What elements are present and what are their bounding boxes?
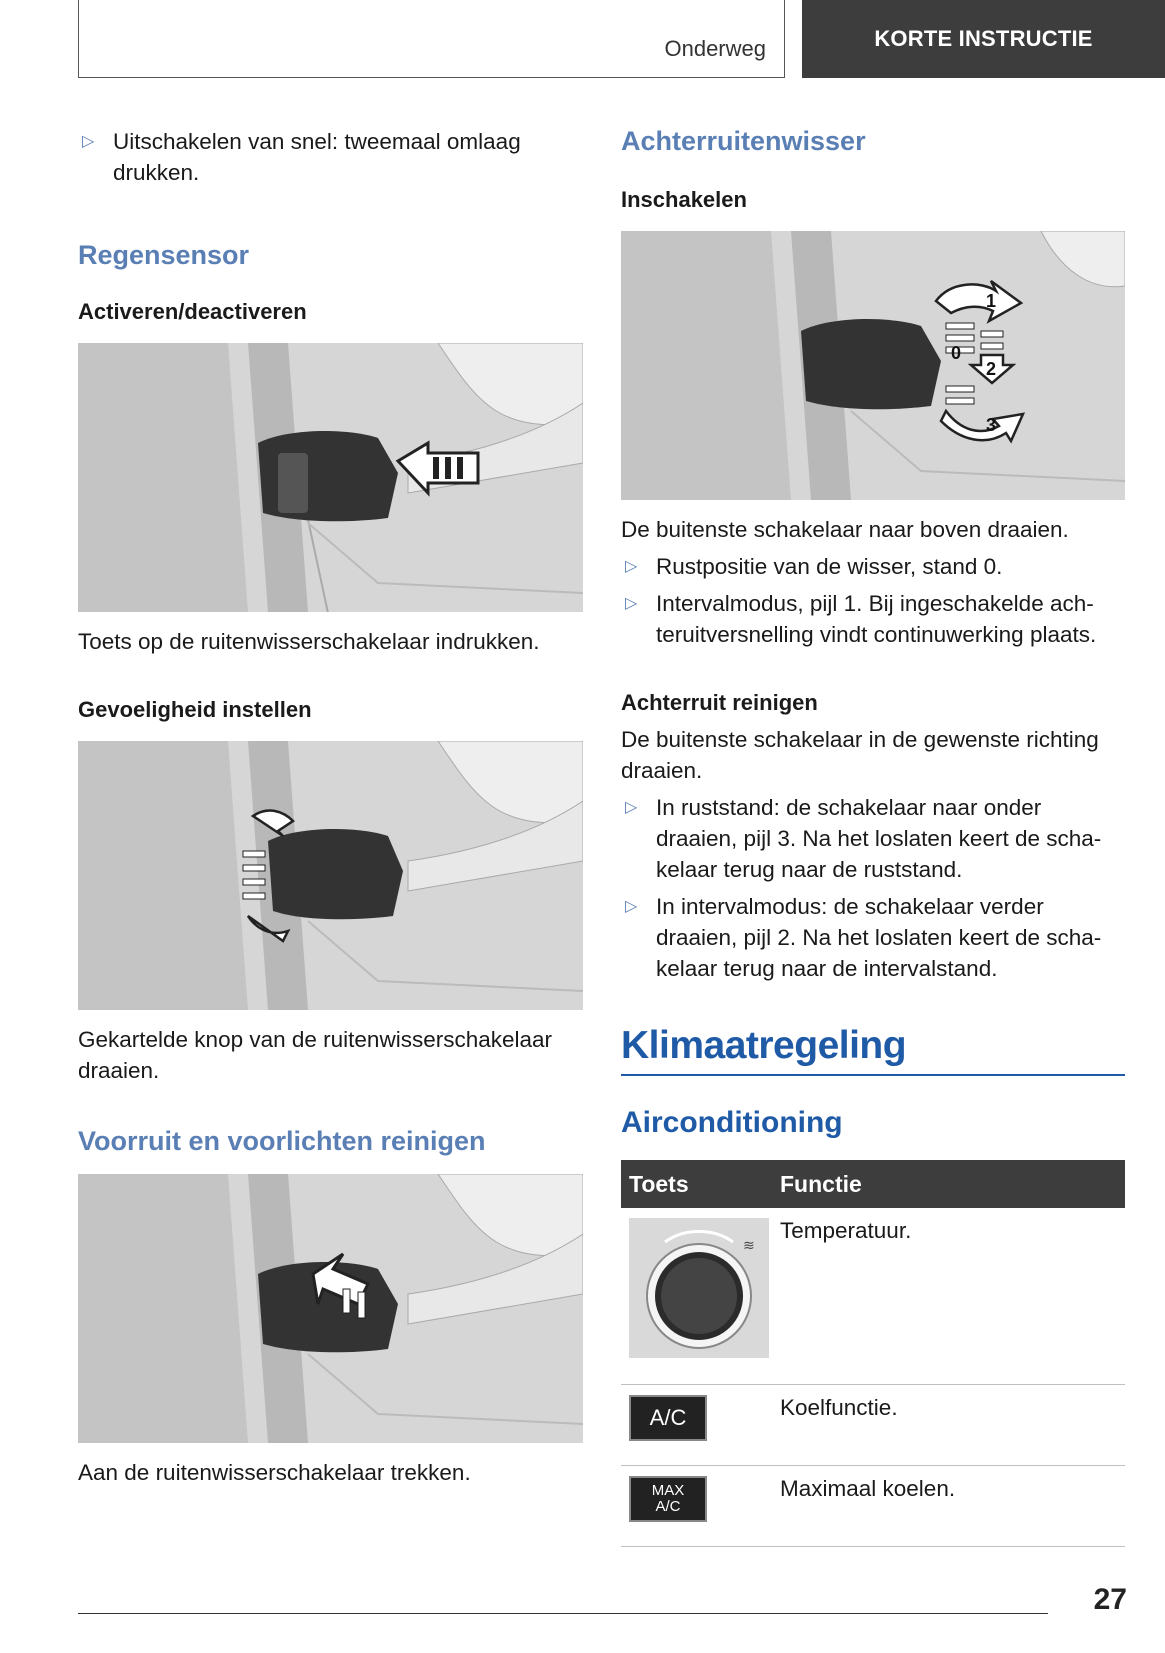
function-text: Koelfunctie. [772,1385,1125,1466]
svg-text:≋: ≋ [743,1237,755,1253]
bullet-triangle-icon: ▷ [625,558,638,575]
function-text: Maximaal koelen. [772,1466,1125,1547]
table-cell [621,1385,772,1466]
section-title: Regensensor [78,240,250,270]
list-item: ▷ Uitschakelen van snel: tweemaal omlaag drukken. [78,126,583,188]
subsection-title: Activeren/deactiveren [78,299,307,324]
subsection-title: Inschakelen [621,187,747,212]
figure-label: 1 [986,291,997,311]
function-text: Temperatuur. [772,1208,1125,1385]
caption: Aan de ruitenwisserschakelaar trekken. [78,1460,471,1485]
right-column [621,126,1125,1547]
list-item: ▷ Rustpositie van de wisser, stand 0. [621,551,1125,582]
page-number: 27 [1093,1583,1127,1616]
left-column [78,126,583,1488]
subsection-title: Achterruit reinigen [621,690,818,715]
chapter-title: Klimaatregeling [621,1024,907,1067]
subsection-title: Gevoeligheid instellen [78,697,312,722]
bullet-triangle-icon: ▷ [82,133,95,150]
section-title: Voorruit en voorlichten reinigen [78,1126,486,1156]
table-row [621,1385,1125,1466]
wiper-button-press-illustration [78,343,583,612]
column-header: Functie [772,1160,1125,1208]
paragraph: De buitenste schakelaar in de gewenste richting draaien. [621,727,1099,783]
figure-label: 2 [986,359,997,379]
controls-table [621,1160,1125,1547]
wiper-knob-rotate-illustration [78,741,583,1010]
rear-wiper-switch-illustration [621,231,1125,500]
section-title: Airconditioning [621,1106,843,1139]
header-box [78,0,785,78]
paragraph: De buitenste schakelaar naar boven draaien. [621,517,1069,542]
bullet-triangle-icon: ▷ [625,595,638,612]
wiper-pull-illustration [78,1174,583,1443]
header-tab: KORTE INSTRUCTIE [802,0,1165,78]
list-item: ▷ In intervalmodus: de schakelaar verder draaien, pijl 2. Na het loslaten keert de schakelaar terug naar de intervalstand. [621,891,1125,984]
caption: Gekartelde knop van de ruitenwisserschakelaar draaien. [78,1027,553,1083]
table-cell [621,1208,772,1385]
column-header: Toets [621,1160,772,1208]
list-item: ▷ In ruststand: de schakelaar naar onder draaien, pijl 3. Na het loslaten keert de schakelaar terug naar de ruststand. [621,792,1125,885]
max-ac-button-icon: MAX A/C [629,1476,707,1522]
caption: Toets op de ruitenwisserschakelaar indrukken. [78,629,540,654]
ac-button-icon: A/C [629,1395,707,1441]
list-item: ▷ Intervalmodus, pijl 1. Bij ingeschakelde achteruitversnelling vindt continuwerking plaats. [621,588,1125,650]
footer-rule [78,1613,1048,1614]
figure-label: 3 [986,415,997,435]
header-section: Onderweg [664,36,766,61]
figure-label: 0 [951,343,962,363]
bullet-triangle-icon: ▷ [625,898,638,915]
chapter-heading [621,1024,1125,1076]
section-title: Achterruitenwisser [621,126,866,156]
table-cell [621,1466,772,1547]
table-row [621,1208,1125,1385]
temperature-knob-icon [629,1218,769,1358]
bullet-triangle-icon: ▷ [625,799,638,816]
table-row [621,1466,1125,1547]
